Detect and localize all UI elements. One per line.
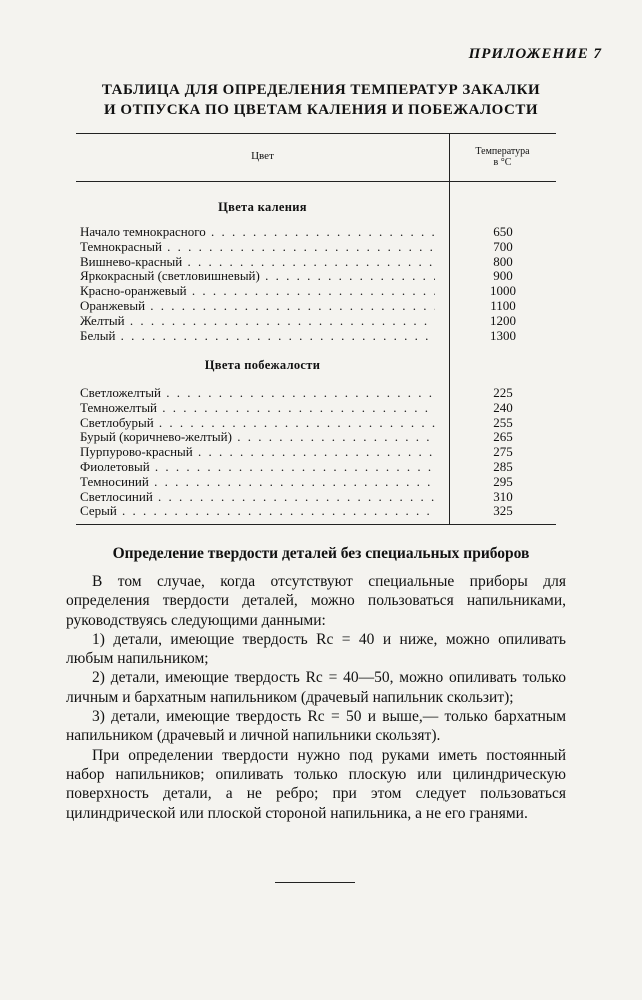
table-row	[80, 328, 556, 343]
temperature-value: 255	[493, 414, 513, 430]
color-name: Белый . . .	[80, 328, 435, 343]
temperature-table	[76, 133, 556, 525]
heat-colors-heading: Цвета каления	[218, 200, 307, 214]
color-name: Пурпурово-красный . . .	[80, 444, 435, 459]
temperature-value: 800	[493, 253, 513, 269]
table-row	[80, 489, 556, 504]
table-row	[80, 444, 556, 459]
color-name: Вишнево-красный . . .	[80, 254, 435, 269]
color-name: Начало темнокрасного . . .	[80, 224, 435, 239]
end-rule	[275, 882, 355, 883]
table-row	[80, 503, 556, 518]
paragraph-intro: В том случае, когда отсутствуют специальные приборы для определения твердости деталей, можно пользоваться напильниками, руководствуясь следующими данными:	[66, 573, 566, 629]
paragraph-advice: При определении твердости нужно под руками иметь постоянный набор напильников; опиливать только плоскую или цилиндрическую поверхность детали, а не ребро; при этом следует пользоваться цилиндрической или плоской стороной напильника, а не его гранями.	[66, 746, 566, 822]
section-body	[66, 572, 566, 823]
color-name: Темножелтый . . .	[80, 400, 435, 415]
table-row	[80, 254, 556, 269]
temperature-value: 1100	[490, 298, 516, 313]
color-name: Серый . . .	[80, 503, 435, 518]
column-header-temperature	[449, 146, 556, 168]
temperature-value: 275	[493, 444, 513, 460]
table-bottom-rule	[76, 524, 556, 525]
table-row	[80, 239, 556, 254]
table-row	[80, 415, 556, 430]
paragraph-item-1: 1) детали, имеющие твердость Rc = 40 и ниже, можно опиливать любым напильником;	[66, 630, 566, 668]
paragraph-item-2: 2) детали, имеющие твердость Rc = 40—50, можно опиливать только личным и бархатным напильником (драчевый напильник скользит);	[66, 669, 566, 706]
table-row	[80, 429, 556, 444]
table-title-line-2: И ОТПУСКА ПО ЦВЕТАМ КАЛЕНИЯ И ПОБЕЖАЛОСТИ	[104, 102, 538, 118]
temper-colors-heading: Цвета побежалости	[204, 358, 321, 372]
table-row	[80, 313, 556, 328]
temperature-value: 1000	[490, 283, 516, 299]
table-title	[0, 80, 642, 120]
temperature-value: 650	[493, 224, 513, 239]
table-row	[80, 385, 556, 400]
column-header-temperature-line-1: Температура	[475, 146, 530, 157]
temperature-value: 225	[493, 385, 513, 400]
color-name: Светлобурый . . .	[80, 415, 435, 430]
temperature-value: 700	[493, 238, 513, 254]
table-header-rule	[76, 181, 556, 182]
table-title-line-1: ТАБЛИЦА ДЛЯ ОПРЕДЕЛЕНИЯ ТЕМПЕРАТУР ЗАКАЛКИ	[101, 82, 541, 98]
color-name: Темнокрасный . . .	[80, 239, 435, 254]
table-row	[80, 400, 556, 415]
table-row	[80, 459, 556, 474]
table-row	[80, 224, 556, 239]
temperature-value: 900	[493, 268, 513, 284]
temperature-value: 1300	[490, 327, 516, 343]
table-row	[80, 474, 556, 489]
table-row	[80, 298, 556, 313]
color-name: Желтый . . .	[80, 313, 435, 328]
appendix-label: ПРИЛОЖЕНИЕ 7	[468, 46, 602, 62]
column-header-temperature-line-2: в °С	[493, 157, 512, 168]
color-name: Яркокрасный (светловишневый) . . .	[80, 268, 435, 283]
section-heading: Определение твердости деталей без специальных приборов	[112, 545, 530, 562]
table-row	[80, 283, 556, 298]
table-top-rule	[76, 133, 556, 134]
color-name: Темносиний . . .	[80, 474, 435, 489]
color-name: Фиолетовый . . .	[80, 459, 435, 474]
color-name: Светложелтый . . .	[80, 385, 435, 400]
temperature-value: 295	[493, 473, 513, 489]
temperature-value: 285	[493, 459, 513, 474]
temperature-value: 310	[493, 488, 513, 504]
paragraph-item-3: 3) детали, имеющие твердость Rc = 50 и выше,— только бархатным напильником (драчевый и личной напильники скользят).	[66, 708, 566, 745]
temperature-value: 325	[493, 503, 513, 519]
temperature-value: 240	[493, 399, 513, 415]
temperature-value: 265	[493, 429, 513, 445]
table-row	[80, 268, 556, 283]
temperature-value: 1200	[490, 312, 516, 328]
color-name: Оранжевый . . .	[80, 298, 435, 313]
color-name: Бурый (коричнево-желтый) . . .	[80, 429, 435, 444]
color-name: Красно-оранжевый . . .	[80, 283, 435, 298]
column-header-color: Цвет	[251, 150, 274, 162]
color-name: Светлосиний . . .	[80, 489, 435, 504]
